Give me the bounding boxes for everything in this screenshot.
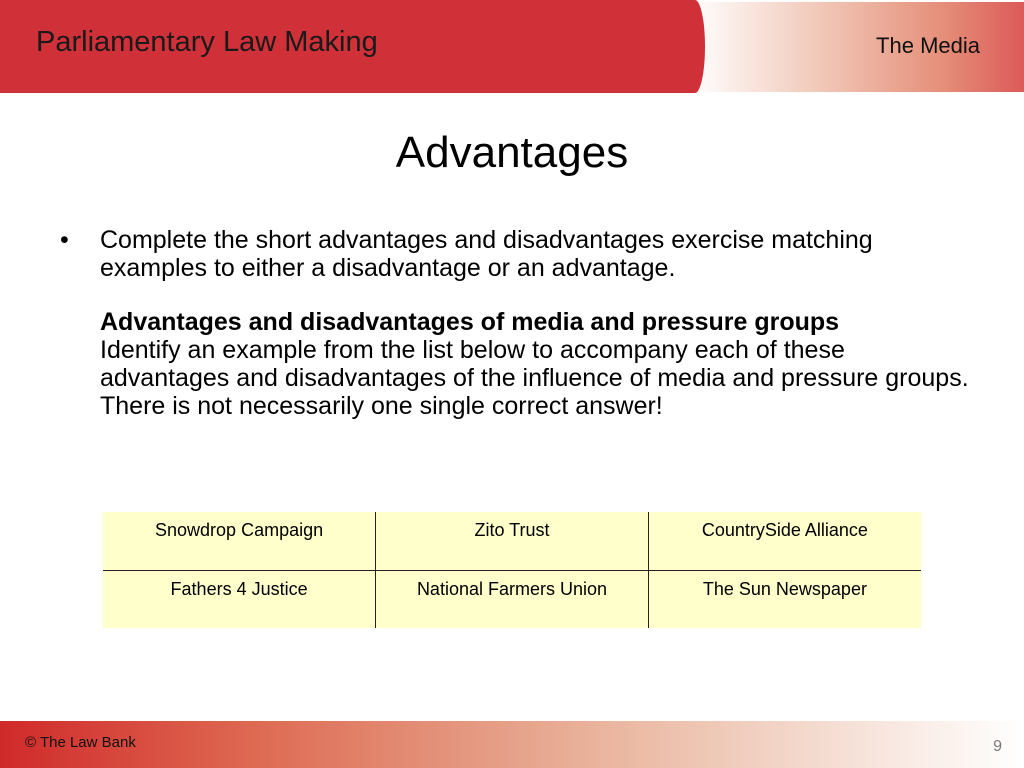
table-cell: Fathers 4 Justice: [170, 578, 308, 599]
page-number: 9: [993, 738, 1002, 755]
section-title: The Media: [876, 33, 980, 58]
table-row: [103, 570, 921, 628]
instructions: Identify an example from the list below to accompany each of these advantages and disadvantages of the influence of media and pressure groups. There is not necessarily one single correct answer!: [100, 336, 969, 420]
bullet-icon: •: [60, 226, 69, 254]
bullet-text: Complete the short advantages and disadvantages exercise matching examples to either a disadvantage or an advantage.: [100, 226, 873, 282]
table-row: [103, 512, 921, 570]
table-cell: CountrySide Alliance: [648, 512, 921, 570]
presentation-title: Parliamentary Law Making: [36, 26, 378, 58]
subheading: Advantages and disadvantages of media and pressure groups: [100, 308, 840, 336]
table-cell: National Farmers Union: [376, 570, 649, 628]
copyright: © The Law Bank: [25, 734, 136, 751]
footer: [0, 721, 1024, 768]
table-cell: Zito Trust: [376, 512, 649, 570]
table-cell: Snowdrop Campaign: [103, 512, 376, 570]
slide-body: [60, 226, 980, 420]
table-cell: The Sun Newspaper: [648, 570, 921, 628]
slide-title: Advantages: [395, 128, 629, 177]
examples-table: [103, 512, 921, 628]
